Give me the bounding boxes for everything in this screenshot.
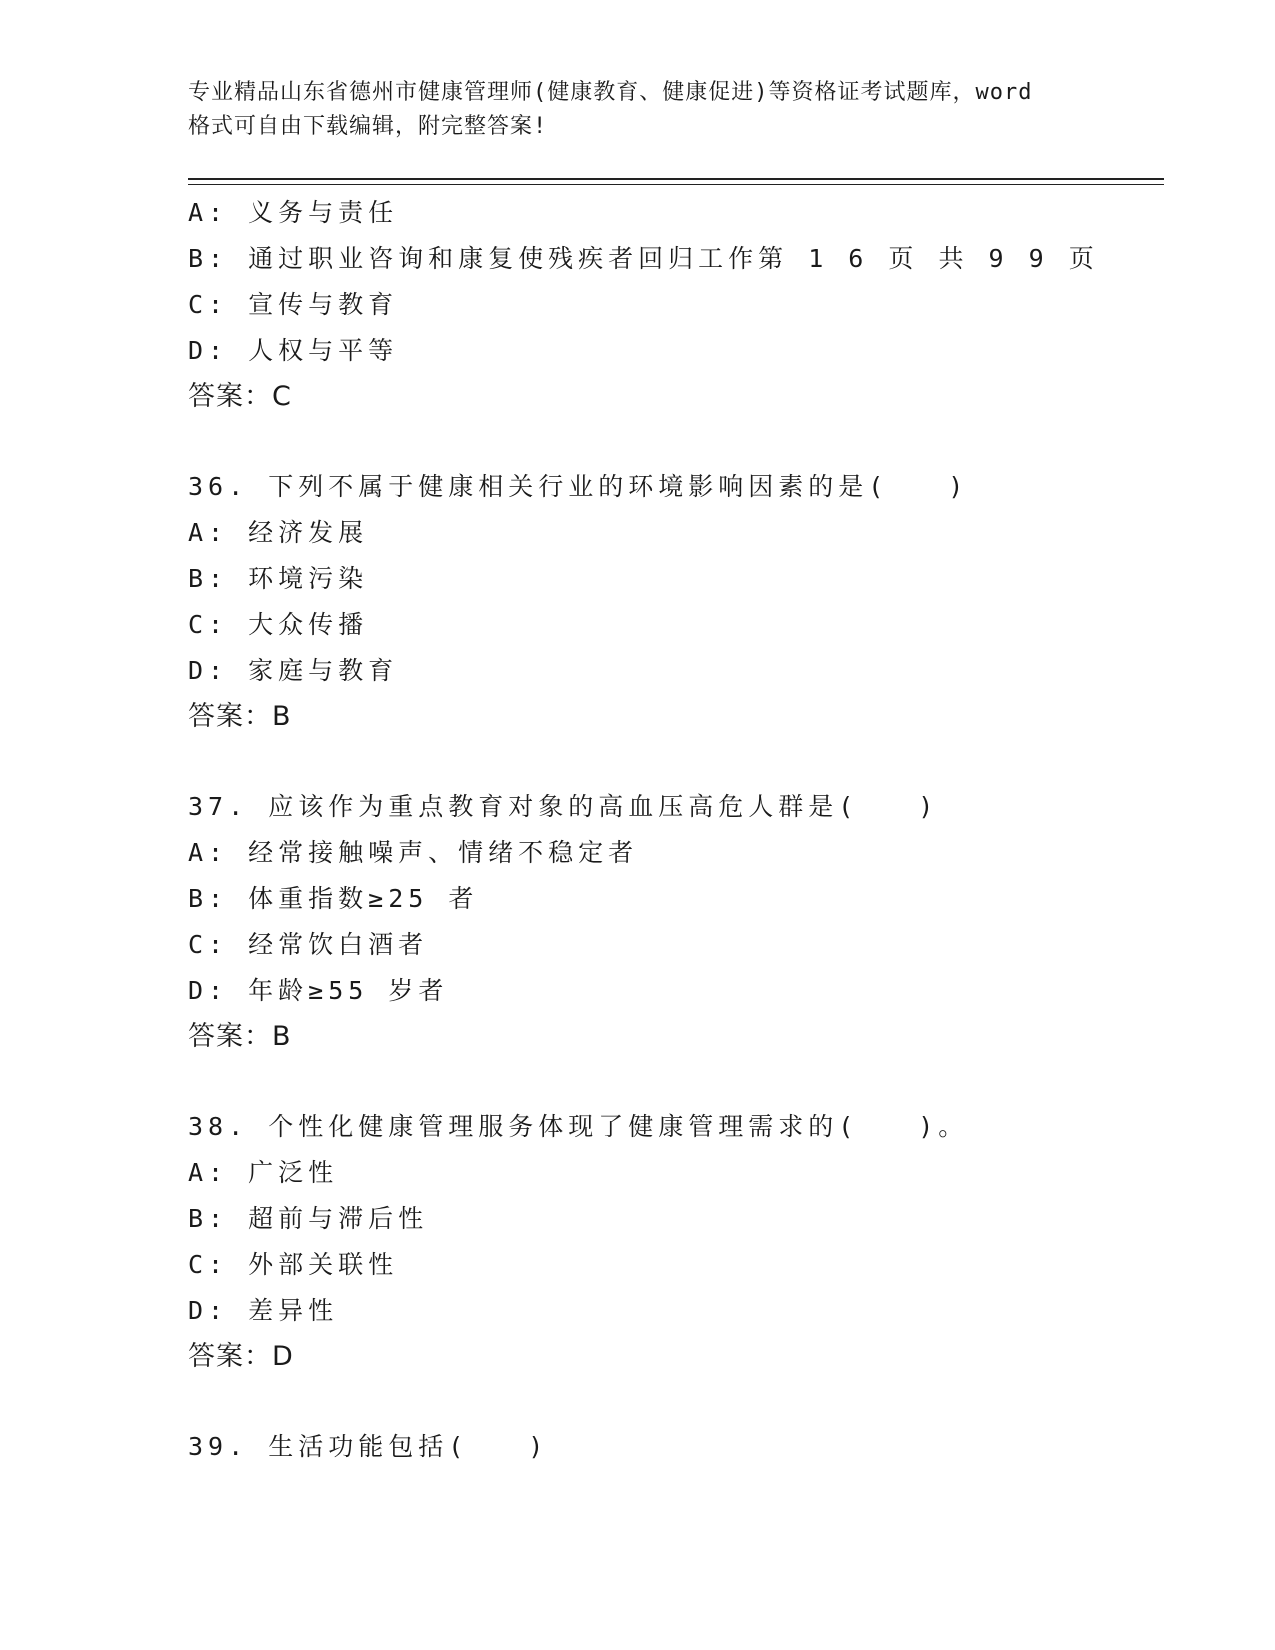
option-d: D: 人权与平等: [188, 336, 399, 365]
answer-line: 答案：C: [188, 381, 292, 412]
option-c: C: 宣传与教育: [188, 290, 399, 319]
header-rule-thick: [188, 178, 1164, 180]
document-header: [188, 76, 1088, 144]
option-c: C: 经常饮白酒者: [188, 930, 429, 959]
option-b: B: 超前与滞后性: [188, 1204, 429, 1233]
question-block-38: [188, 1104, 1148, 1380]
header-line-2: 格式可自由下载编辑，附完整答案!: [188, 114, 548, 139]
option-d: D: 家庭与教育: [188, 656, 399, 685]
option-b: B: 通过职业咨询和康复使残疾者回归工作第 1 6 页 共 9 9 页: [188, 244, 1099, 273]
question-stem: 37. 应该作为重点教育对象的高血压高危人群是( ): [188, 792, 939, 821]
option-c: C: 外部关联性: [188, 1250, 399, 1279]
option-a: A: 经济发展: [188, 518, 369, 547]
option-b: B: 环境污染: [188, 564, 369, 593]
option-d: D: 年龄≥55 岁者: [188, 976, 449, 1005]
question-block-35: [188, 190, 1148, 420]
question-stem: 39. 生活功能包括( ): [188, 1432, 549, 1461]
option-a: A: 义务与责任: [188, 198, 399, 227]
answer-line: 答案：B: [188, 701, 292, 732]
spacer: [188, 1060, 1148, 1104]
header-line-1: 专业精品山东省德州市健康管理师(健康教育、健康促进)等资格证考试题库，word: [188, 80, 1033, 105]
option-d: D: 差异性: [188, 1296, 339, 1325]
answer-line: 答案：B: [188, 1021, 292, 1052]
option-a: A: 经常接触噪声、情绪不稳定者: [188, 838, 639, 867]
option-c: C: 大众传播: [188, 610, 369, 639]
question-stem: 38. 个性化健康管理服务体现了健康管理需求的( )。: [188, 1112, 969, 1141]
option-b: B: 体重指数≥25 者: [188, 884, 479, 913]
spacer: [188, 740, 1148, 784]
answer-line: 答案：D: [188, 1341, 294, 1372]
question-block-39: [188, 1424, 1148, 1470]
header-rule-thin: [188, 184, 1164, 185]
spacer: [188, 420, 1148, 464]
spacer: [188, 1380, 1148, 1424]
question-stem: 36. 下列不属于健康相关行业的环境影响因素的是( ): [188, 472, 969, 501]
question-list: [188, 190, 1148, 1470]
option-a: A: 广泛性: [188, 1158, 339, 1187]
question-block-37: [188, 784, 1148, 1060]
question-block-36: [188, 464, 1148, 740]
